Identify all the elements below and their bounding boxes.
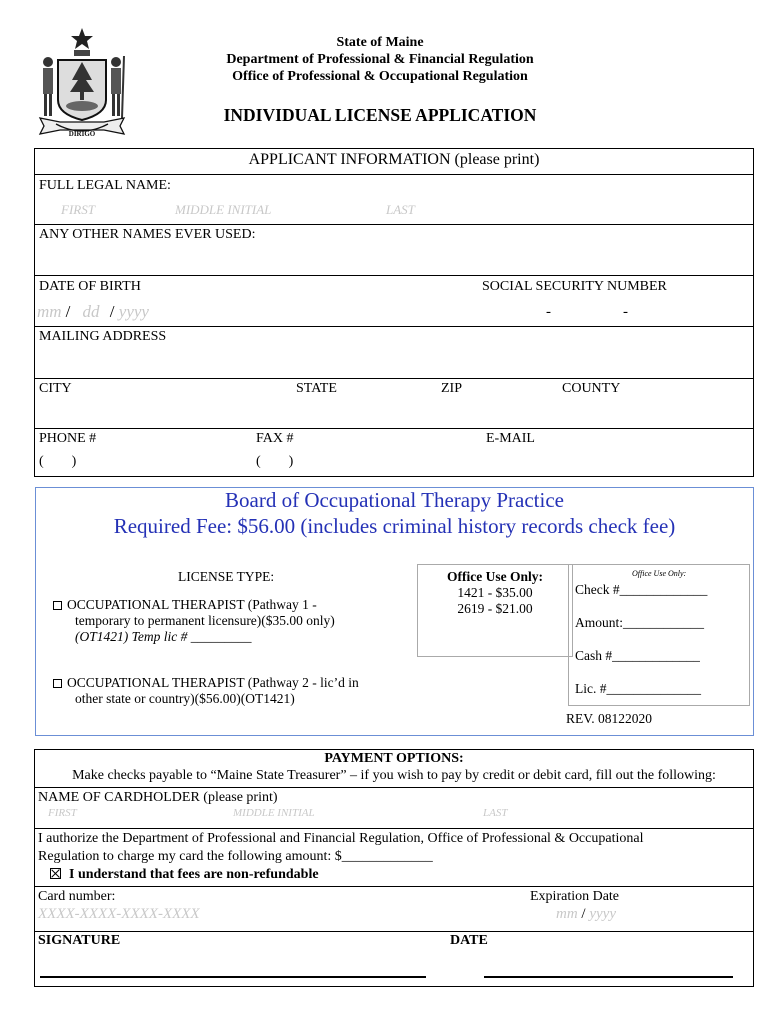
city-label: CITY	[39, 381, 72, 396]
county-field[interactable]	[558, 400, 750, 426]
cardholder-label: NAME OF CARDHOLDER (please print)	[38, 790, 278, 805]
non-refundable-ack[interactable]	[50, 867, 319, 883]
state-field[interactable]	[292, 400, 432, 426]
header-office: Office of Professional & Occupational Regulation	[232, 69, 528, 84]
date-of-birth-label: DATE OF BIRTH	[39, 279, 141, 294]
county-label: COUNTY	[562, 381, 621, 396]
svg-text:DIRIGO: DIRIGO	[68, 130, 96, 138]
authorize-line-1: I authorize the Department of Professional and Financial Regulation, Office of Professional & Occupational	[38, 831, 644, 846]
non-refundable-checkbox[interactable]	[50, 868, 61, 879]
authorize-amount-line[interactable]: Regulation to charge my card the following amount: $_____________	[38, 849, 433, 864]
pathway-2-line1: OCCUPATIONAL THERAPIST (Pathway 2 - lic’d in	[67, 675, 359, 690]
office-use-code-2: 2619 - $21.00	[457, 601, 533, 616]
signature-line[interactable]	[40, 976, 426, 978]
ssn-label: SOCIAL SECURITY NUMBER	[482, 279, 667, 294]
pathway-1-line1: OCCUPATIONAL THERAPIST (Pathway 1 -	[67, 597, 317, 612]
exp-yyyy: yyyy	[589, 906, 616, 922]
pathway-1-checkbox[interactable]	[53, 601, 62, 610]
board-name: Board of Occupational Therapy Practice	[225, 488, 564, 512]
ssn-field[interactable]	[482, 302, 682, 324]
payment-title: PAYMENT OPTIONS:	[324, 751, 464, 766]
office-use-code-1: 1421 - $35.00	[457, 585, 533, 600]
payment-instructions: Make checks payable to “Maine State Treasurer” – if you wish to pay by credit or debit card, fill out the following:	[72, 768, 716, 783]
fax-label: FAX #	[256, 431, 294, 446]
header-department: Department of Professional & Financial Regulation	[226, 52, 534, 67]
phone-field[interactable]: ( )	[39, 454, 77, 469]
last-name-field[interactable]: LAST	[386, 202, 415, 217]
signature-label: SIGNATURE	[38, 933, 121, 948]
office-use-small-title: Office Use Only:	[632, 569, 687, 578]
maine-state-seal	[34, 26, 130, 140]
required-fee: Required Fee: $56.00 (includes criminal history records check fee)	[113, 514, 676, 538]
option-pathway-2[interactable]	[53, 675, 359, 707]
fax-field[interactable]: ( )	[256, 454, 294, 469]
mailing-address-field[interactable]	[36, 348, 752, 376]
cash-number: Cash #_____________	[575, 648, 700, 663]
card-number-label: Card number:	[38, 889, 116, 904]
dob-slash-2: /	[109, 302, 115, 321]
ssn-dash-1: -	[546, 304, 551, 320]
zip-field[interactable]	[438, 400, 553, 426]
option-pathway-1[interactable]	[53, 597, 335, 645]
pathway-1-line3: (OT1421) Temp lic #	[75, 629, 191, 644]
phone-label: PHONE #	[39, 431, 97, 446]
city-field[interactable]	[36, 400, 286, 426]
date-label: DATE	[450, 933, 488, 948]
expiration-label: Expiration Date	[530, 889, 620, 904]
exp-slash: /	[581, 906, 586, 922]
middle-initial-field[interactable]: MIDDLE INITIAL	[175, 202, 272, 217]
office-use-title: Office Use Only:	[447, 569, 543, 584]
email-label: E-MAIL	[486, 431, 535, 446]
card-number-field[interactable]: XXXX-XXXX-XXXX-XXXX	[38, 906, 200, 922]
dob-mm: mm	[37, 302, 62, 321]
cardholder-middle-field[interactable]: MIDDLE INITIAL	[233, 807, 315, 819]
pathway-2-checkbox[interactable]	[53, 679, 62, 688]
dob-yyyy: yyyy	[118, 302, 149, 321]
dob-slash-1: /	[65, 302, 71, 321]
applicant-info-heading: APPLICANT INFORMATION (please print)	[248, 151, 540, 168]
ssn-dash-2: -	[623, 304, 628, 320]
revision: REV. 08122020	[566, 711, 653, 726]
date-of-birth-field[interactable]	[37, 302, 149, 322]
cardholder-last-field[interactable]: LAST	[483, 807, 508, 819]
form-title: INDIVIDUAL LICENSE APPLICATION	[223, 105, 537, 125]
zip-label: ZIP	[441, 381, 462, 396]
license-type-label: LICENSE TYPE:	[178, 569, 275, 584]
email-field[interactable]	[486, 450, 748, 472]
date-line[interactable]	[484, 976, 733, 978]
amount: Amount:____________	[575, 615, 705, 630]
expiration-field[interactable]	[556, 906, 616, 923]
mailing-address-label: MAILING ADDRESS	[39, 329, 167, 344]
first-name-field[interactable]: FIRST	[61, 202, 95, 217]
non-refundable-label: I understand that fees are non-refundable	[69, 867, 319, 882]
lic-number: Lic. #______________	[575, 681, 701, 696]
pathway-1-line2: temporary to permanent licensure)($35.00 only)	[75, 613, 335, 628]
exp-mm: mm	[556, 906, 578, 922]
state-label: STATE	[296, 381, 337, 396]
pathway-2-line2: other state or country)($56.00)(OT1421)	[75, 691, 295, 706]
other-names-label: ANY OTHER NAMES EVER USED:	[39, 227, 256, 242]
temp-lic-field[interactable]: _________	[190, 629, 252, 644]
other-names-field[interactable]	[36, 246, 752, 272]
check-number: Check #_____________	[575, 582, 708, 597]
dob-dd: dd	[82, 302, 100, 321]
header-state: State of Maine	[336, 35, 424, 50]
cardholder-first-field[interactable]: FIRST	[48, 807, 77, 819]
full-legal-name-label: FULL LEGAL NAME:	[39, 178, 171, 193]
